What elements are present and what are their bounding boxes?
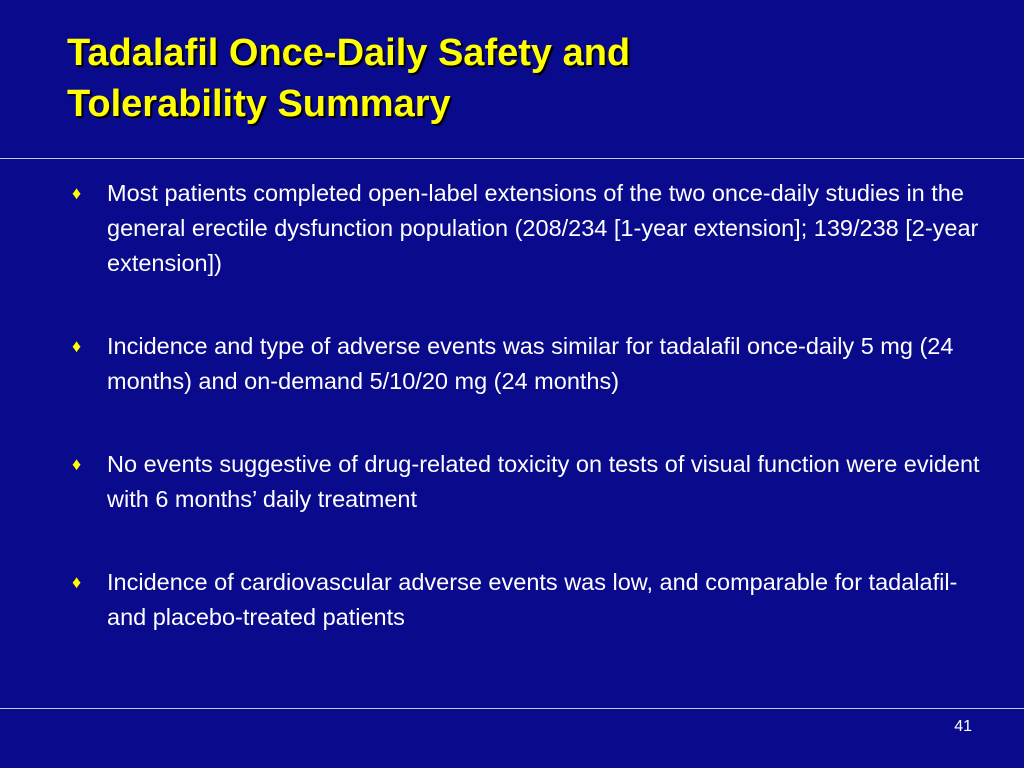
bullet-item	[0, 329, 1024, 399]
slide-title	[67, 28, 967, 130]
footer-divider	[0, 708, 1024, 709]
slide-title-line-2: Tolerability Summary	[67, 83, 451, 125]
diamond-bullet-icon: ♦	[72, 183, 82, 203]
diamond-bullet-icon: ♦	[72, 454, 82, 474]
bullet-item	[0, 565, 1024, 635]
bullet-text: No events suggestive of drug-related toxicity on tests of visual function were evident with 6 months’ daily treatment	[107, 451, 980, 512]
diamond-bullet-icon: ♦	[72, 572, 82, 592]
bullet-item	[0, 447, 1024, 517]
page-number: 41	[954, 718, 972, 735]
bullet-text: Incidence and type of adverse events was similar for tadalafil once-daily 5 mg (24 months) and on-demand 5/10/20 mg (24 months)	[107, 333, 954, 394]
bullet-text: Most patients completed open-label extensions of the two once-daily studies in the general erectile dysfunction population (208/234 [1-year extension]; 139/238 [2-year extension])	[107, 180, 979, 276]
diamond-bullet-icon: ♦	[72, 336, 82, 356]
bullet-text: Incidence of cardiovascular adverse events was low, and comparable for tadalafil- and placebo-treated patients	[107, 569, 958, 630]
title-divider	[0, 158, 1024, 159]
bullet-item	[0, 176, 1024, 281]
bullet-list	[0, 176, 1024, 635]
slide-title-line-1: Tadalafil Once-Daily Safety and	[67, 32, 631, 74]
